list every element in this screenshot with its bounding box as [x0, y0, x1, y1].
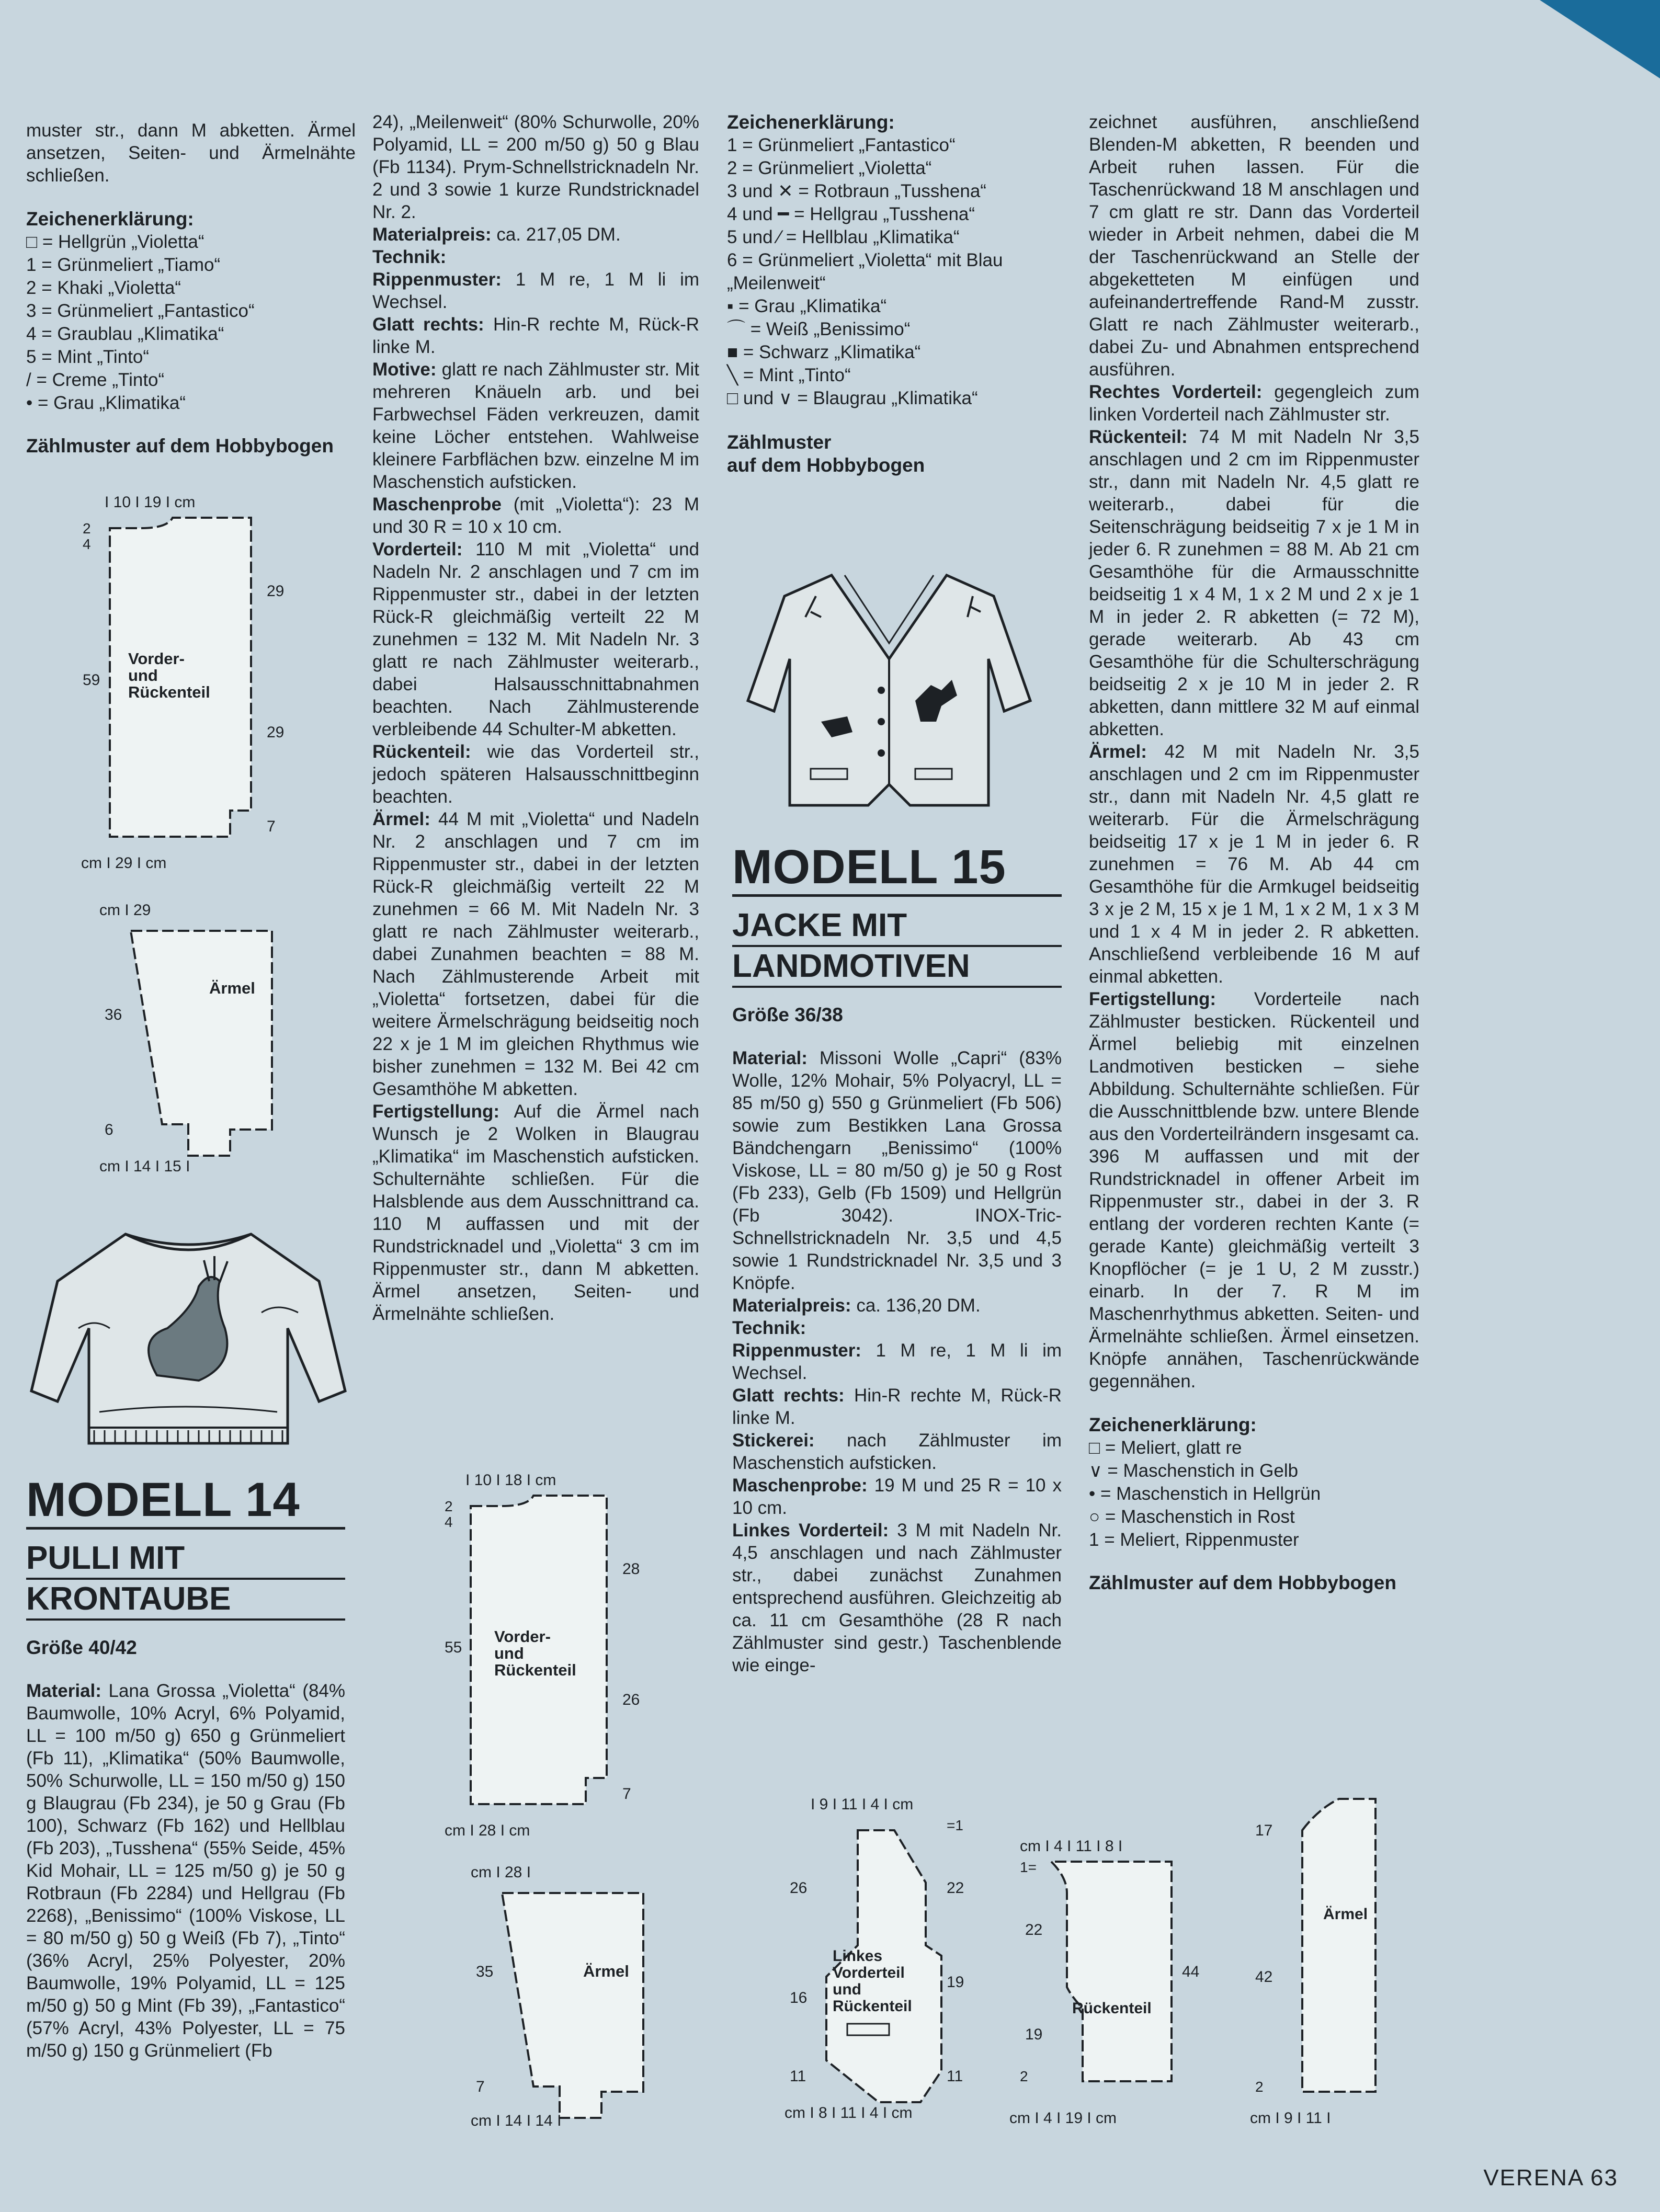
col2-vorderteil: Vorderteil: 110 M mit „Violetta“ und Nadeln Nr. 2 anschlagen und 7 cm im Rippenmuster str., dabei in der letzten Rück-R gleichmäßig verteilt 22 M zunehmen = 132 M. Mit Nadeln Nr. 3 glatt re nach Zählmuster weiterarb., dabei Halsausschnittabnahmen beachten. Nach Zählmusterende verbleibende 44 Schulter-M abketten. — [372, 539, 699, 739]
schematic2-top-dims: I 10 I 18 I cm — [465, 1472, 556, 1489]
front15-16: 16 — [790, 1989, 808, 2006]
col2-fertigstellung: Fertigstellung: Auf die Ärmel nach Wunsch je 2 Wolken in Blaugrau „Klimatika“ im Maschenstich aufsticken. Schulternähte schließen. Für die Halsblende aus dem Ausschnittrand ca. 110 M auffassen und mit der Rundstricknadel und „Violetta“ 3 cm im Rippenmuster str., dann M abketten. Ärmel ansetzen, Seiten- und Ärmelnähte schließen. — [372, 1101, 699, 1324]
model-15-technik: Technik: — [732, 1318, 806, 1338]
dim-4: 4 — [83, 536, 91, 552]
model-15-heading: MODELL 15 — [732, 842, 1062, 897]
jacket-illustration — [743, 565, 1036, 826]
sleeve-label: Ärmel — [209, 979, 255, 997]
dim-29-upper: 29 — [267, 583, 285, 600]
back15-outline — [1051, 1862, 1172, 2081]
front15-11a: 11 — [790, 2068, 806, 2085]
model-15-size: Größe 36/38 — [732, 1004, 843, 1025]
front15-19: 19 — [947, 1974, 964, 1991]
model-15-stickerei: Stickerei: nach Zählmuster im Maschenstich aufsticken. — [732, 1430, 1062, 1473]
back15-19: 19 — [1025, 2026, 1043, 2043]
model-15-glatt: Glatt rechts: Hin-R rechte M, Rück-R linke M. — [732, 1385, 1062, 1428]
back15-44: 44 — [1182, 1963, 1200, 1980]
dim2-28: 28 — [622, 1560, 640, 1578]
sleeve2-top-dims: cm I 28 I — [471, 1864, 531, 1881]
sleeve15-outline — [1302, 1799, 1375, 2092]
column-3 — [727, 111, 1062, 477]
model-14-material: Material: Lana Grossa „Violetta“ (84% Baumwolle, 10% Acryl, 6% Polyamid, LL = 100 m/50 g) 650 g Grünmeliert (Fb 11), „Klimatika“ (50% Baumwolle, 50% Schurwolle, LL = 150 m/50 g) 150 g Blaugrau (Fb 234), je 50 g Grau (Fb 100), Schwarz (Fb 162) und Hellblau (Fb 203), „Tusshena“ (55% Seide, 45% Kid Mohair, LL = 125 m/50 g) je 50 g Rotbraun (Fb 2284) und Hellgrau (Fb 2268), „Benissimo“ (100% Viskose, LL = 80 m/50 g) 50 g Weiß (Fb 7), „Tinto“ (36% Acryl, 25% Polyester, 20% Baumwolle, 19% Polyamid, LL = 125 m/50 g) 50 g Mint (Fb 39), „Fantastico“ (57% Acryl, 43% Polyester, LL = 75 m/50 g) 150 g Grünmeliert (Fb — [26, 1681, 345, 2061]
front-back-label-2: Vorder-und Rückenteil — [494, 1627, 576, 1679]
corner-accent — [1540, 0, 1660, 78]
key-heading: Zeichenerklärung: — [26, 208, 194, 230]
col2-rippen: Rippenmuster: 1 M re, 1 M li im Wechsel. — [372, 269, 699, 312]
sleeve-outline — [131, 931, 272, 1156]
dim2-4: 4 — [445, 1514, 453, 1530]
sleeve-schematic-2 — [471, 1862, 680, 2134]
front-back-schematic-2 — [429, 1469, 680, 1846]
column-2 — [372, 111, 699, 1325]
sleeve15-2: 2 — [1255, 2079, 1264, 2095]
back15-22: 22 — [1025, 1921, 1043, 1939]
col4-intro: zeichnet ausführen, anschließend Blenden-M abketten, R beenden und Arbeit ruhen lassen. Für die Taschenrückwand 18 M anschlagen und 7 cm glatt re str. Dann das Vorderteil wieder in Arbeit nehmen, dabei die M der Taschenrückwand an Stelle der abgeketteten M einfügen und aufeinandertreffende Rand-M zusstr. Glatt re nach Zählmuster weiterarb., dabei Zu- und Abnahmen entsprechend ausführen. — [1089, 112, 1419, 380]
dim2-2: 2 — [445, 1498, 453, 1514]
model-14-block — [26, 1475, 345, 2062]
key-list: □ = Hellgrün „Violetta“ 1 = Grünmeliert „Tiamo“ 2 = Khaki „Violetta“ 3 = Grünmeliert „Fantastico“ 4 = Graublau „Klimatika“ 5 = Mint „Tinto“ / = Creme „Tinto“ • = Grau „Klimatika“ — [26, 232, 255, 413]
model-15-block — [732, 842, 1062, 1677]
dim-36: 36 — [105, 1006, 122, 1023]
dim-2: 2 — [83, 520, 91, 537]
sleeve-schematic — [99, 899, 309, 1171]
key-heading-2: Zeichenerklärung: — [727, 111, 895, 133]
key-heading-3: Zeichenerklärung: — [1089, 1414, 1257, 1435]
sweater-illustration — [26, 1224, 350, 1459]
dim2-55: 55 — [445, 1639, 462, 1656]
sleeve2-outline — [502, 1893, 643, 2118]
dim-6: 6 — [105, 1121, 113, 1138]
front-back-outline-2 — [471, 1496, 607, 1804]
back15-dim-1: 1= — [1020, 1859, 1037, 1875]
col4-fertig: Fertigstellung: Vorderteile nach Zählmuster besticken. Rückenteil und Ärmel beliebig mit einzelnen Landmotiven besticken – siehe Abbildung. Schulternähte schließen. Für die Ausschnittblende bzw. untere Blende aus den Vorderteilrändern insgesamt ca. 396 M auffassen und mit der Rundstricknadel in offener Arbeit im Rippenmuster str., dabei in der 3. R entlang der vorderen rechten Kante (= gerade Kante) gleichmäßig verteilt 3 Knopflöcher (= je 1 U, 2 M zusstr.) einarb. In der 7. R M im Maschenrhythmus abketten. Seiten- und Ärmelnähte schließen. Ärmel einsetzen. Knöpfe annähen, Taschenrückwände gegennähen. — [1089, 989, 1419, 1392]
model-15-sub2: LANDMOTIVEN — [732, 947, 1062, 988]
dim2-26: 26 — [622, 1691, 640, 1708]
model-15-sub1: JACKE MIT — [732, 906, 1062, 947]
model-15-price: Materialpreis: ca. 136,20 DM. — [732, 1295, 981, 1316]
schematic2-bottom-dims: cm I 28 I cm — [445, 1822, 530, 1839]
col2-technik: Technik: — [372, 247, 447, 267]
sleeve15-42: 42 — [1255, 1968, 1273, 1986]
col2-materials: 24), „Meilenweit“ (80% Schurwolle, 20% Polyamid, LL = 200 m/50 g) 50 g Blau (Fb 1134). Prym-Schnellstricknadeln Nr. 2 und 3 sowie 1 kurze Rundstricknadel Nr. 2. — [372, 112, 699, 222]
front-back-schematic — [73, 492, 324, 879]
schematic-bottom-dims: cm I 29 I cm — [81, 854, 167, 872]
sleeve-bottom-dims: cm I 14 I 15 I — [99, 1158, 190, 1171]
col4-aermel: Ärmel: 42 M mit Nadeln Nr. 3,5 anschlagen und 2 cm im Rippenmuster str., dann mit Nadeln Nr. 4,5 glatt re weiterarb. Für die Ärmelschrägung beidseitig 17 x je 1 M in jeder 6. R zunehmen = 76 M. Ab 44 cm Gesamthöhe für die Armkugel beidseitig 3 x je 2 M, 15 x je 1 M, 1 x 2 M, 1 x 3 M und 1 x 4 M in jeder 2. R abketten. Anschließend verbleibende 16 M auf einmal abketten. — [1089, 742, 1419, 987]
sleeve15-label: Ärmel — [1323, 1906, 1368, 1923]
hobbybogen-note-3: Zählmuster auf dem Hobbybogen — [1089, 1572, 1396, 1593]
key-list-2: 1 = Grünmeliert „Fantastico“ 2 = Grünmeliert „Violetta“ 3 und ✕ = Rotbraun „Tusshena“ 4 und ━ = Hellgrau „Tusshena“ 5 und ⁄ = Hellblau „Klimatika“ 6 = Grünmeliert „Violetta“ mit Blau „Meilenweit“ ▪ = Grau „Klimatika“ ⌒ = Weiß „Benissimo“ ■ = Schwarz „Klimatika“ ╲ = Mint „Tinto“ □ und ∨ = Blaugrau „Klimatika“ — [727, 135, 1003, 408]
col2-maschenprobe: Maschenprobe (mit „Violetta“): 23 M und 30 R = 10 x 10 cm. — [372, 494, 699, 537]
page-number: VERENA 63 — [1483, 2165, 1618, 2191]
col2-motive: Motive: glatt re nach Zählmuster str. Mit mehreren Knäueln arb. und bei Farbwechsel Fäden verkreuzen, damit keine Löcher entstehen. Wahlweise kleinere Farbflächen bzw. einzelne M im Maschenstich aufsticken. — [372, 359, 699, 492]
key-list-3: □ = Meliert, glatt re ∨ = Maschenstich in Gelb • = Maschenstich in Hellgrün ○ = Maschenstich in Rost 1 = Meliert, Rippenmuster — [1089, 1438, 1321, 1550]
front15-22: 22 — [947, 1879, 964, 1897]
dim2-s7: 7 — [476, 2078, 485, 2095]
front15-26: 26 — [790, 1879, 808, 1897]
front15-label: Linkes Vorderteil und Rückenteil — [833, 1947, 912, 2015]
column-1 — [26, 119, 356, 458]
front15-bottom-dims: cm I 8 I 11 I 4 I cm — [784, 2104, 913, 2122]
dim-7: 7 — [267, 818, 276, 835]
dim2-35: 35 — [476, 1963, 494, 1980]
dim2-7: 7 — [622, 1785, 631, 1803]
back15-bottom-dims: cm I 4 I 19 I cm — [1009, 2110, 1117, 2127]
model-14-size: Größe 40/42 — [26, 1637, 137, 1658]
jacket-sleeve-schematic — [1250, 1778, 1438, 2134]
col2-rueckenteil: Rückenteil: wie das Vorderteil str., jedoch späteren Halsausschnittbeginn beachten. — [372, 742, 699, 807]
sleeve15-bottom-dims: cm I 9 I 11 I — [1250, 2110, 1331, 2127]
front15-11b: 11 — [947, 2068, 963, 2085]
back15-label: Rückenteil — [1072, 2000, 1152, 2017]
front-back-label: Vorder-und Rückenteil — [128, 649, 210, 701]
model-14-sub2: KRONTAUBE — [26, 1580, 345, 1621]
model-15-linkes-vorderteil: Linkes Vorderteil: 3 M mit Nadeln Nr. 4,5 anschlagen und nach Zählmuster str., dabei zunächst Zunahmen entsprechend ausführen. Gleichzeitig ab ca. 11 cm Gesamthöhe (28 R nach Zählmuster sind gestr.) Taschenblende wie einge- — [732, 1520, 1062, 1675]
sleeve2-label: Ärmel — [583, 1962, 629, 1980]
schematic-top-dims: I 10 I 19 I cm — [105, 494, 196, 511]
sleeve15-17: 17 — [1255, 1822, 1273, 1839]
sleeve-top-dims: cm I 29 — [99, 902, 151, 919]
sleeve2-bottom-dims: cm I 14 I 14 I — [471, 2112, 562, 2129]
back15-top-dims: cm I 4 I 11 I 8 I — [1020, 1838, 1123, 1855]
col2-glatt: Glatt rechts: Hin-R rechte M, Rück-R linke M. — [372, 314, 700, 357]
col2-aermel: Ärmel: 44 M mit „Violetta“ und Nadeln Nr. 2 anschlagen und 7 cm im Rippenmuster str., dabei in der letzten Rück-R gleichmäßig verteilt 22 M zunehmen = 66 M. Mit Nadeln Nr. 3 glatt re nach Zählmuster weiterarb., dabei Zunahmen beachten = 88 M. Nach Zählmusterende Arbeit mit „Violetta“ fortsetzen, dabei für die weitere Ärmelschrägung beidseitig noch 22 x je 1 M im gleichen Rhythmus wie bisher zunehmen = 132 M. Bei 42 cm Gesamthöhe M abketten. — [372, 809, 699, 1099]
front15-dim-1: =1 — [947, 1817, 963, 1833]
back15-2: 2 — [1020, 2068, 1028, 2084]
col2-price: Materialpreis: ca. 217,05 DM. — [372, 224, 621, 245]
intro-text: muster str., dann M abketten. Ärmel ansetzen, Seiten- und Ärmelnähte schließen. — [26, 120, 356, 186]
model-15-maschenprobe: Maschenprobe: 19 M und 25 R = 10 x 10 cm. — [732, 1475, 1062, 1518]
model-15-material: Material: Missoni Wolle „Capri“ (83% Wolle, 12% Mohair, 5% Polyacryl, LL = 85 m/50 g) 550 g Grünmeliert (Fb 506) sowie zum Bestikken Lana Grossa Bändchengarn „Benissimo“ (100% Viskose, LL = 80 m/50 g) je 50 g Rost (Fb 233), Gelb (Fb 1509) und Hellgrün (Fb 3042). INOX-Tric-Schnellstricknadeln Nr. 3,5 und 4,5 sowie 1 Rundstricknadel Nr. 3,5 und 3 Knöpfe. — [732, 1048, 1062, 1293]
model-14-heading: MODELL 14 — [26, 1475, 345, 1530]
jacket-front-schematic — [743, 1788, 994, 2154]
col4-ruecken: Rückenteil: 74 M mit Nadeln Nr 3,5 anschlagen und 2 cm im Rippenmuster str., dann mit Nadeln Nr. 4,5 glatt re weiterarb., dabei für die Seitenschrägung beidseitig 7 x je 1 M in jeder 6. R zunehmen = 88 M. Ab 21 cm Gesamthöhe für die Armausschnitte beidseitig 1 x 4 M, 1 x 2 M und 2 x je 1 M in jeder 2. R abketten (= 72 M), gerade weiterarb. Ab 43 cm Gesamthöhe für die Schulterschrägung beidseitig 2 x je 10 M in jeder 2. R abketten, dann mittlere 32 M auf einmal abketten. — [1089, 427, 1419, 739]
hobbybogen-note: Zählmuster auf dem Hobbybogen — [26, 435, 334, 457]
model-14-sub1: PULLI MIT — [26, 1539, 345, 1580]
dim-29-lower: 29 — [267, 724, 285, 741]
model-15-rippen: Rippenmuster: 1 M re, 1 M li im Wechsel. — [732, 1340, 1062, 1383]
jacket-back-schematic — [1009, 1830, 1229, 2134]
hobbybogen-note-2: Zählmuster auf dem Hobbybogen — [727, 431, 925, 476]
dim-59: 59 — [83, 671, 100, 689]
front15-top-dims: I 9 I 11 I 4 I cm — [811, 1796, 914, 1813]
column-4 — [1089, 111, 1419, 1594]
col4-rechtes: Rechtes Vorderteil: gegengleich zum linken Vorderteil nach Zählmuster str. — [1089, 382, 1419, 425]
